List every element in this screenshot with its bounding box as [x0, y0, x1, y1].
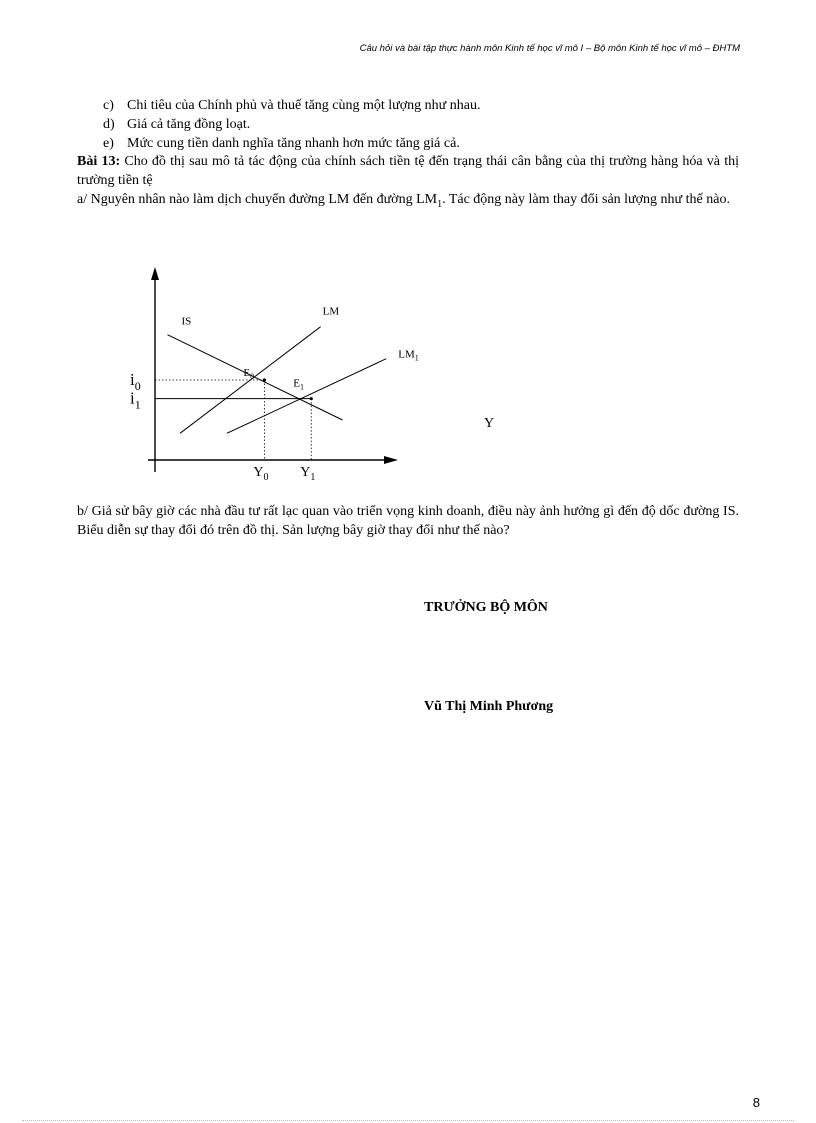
signature-role: TRƯỞNG BỘ MÔN — [424, 600, 548, 615]
question-a-sub: 1 — [437, 198, 443, 210]
list-marker: d) — [103, 117, 115, 132]
list-text: Mức cung tiền danh nghĩa tăng nhanh hơn mức tăng giá cả. — [127, 136, 460, 151]
x-tick-label-0: $Y_0$ — [253, 465, 269, 483]
x-tick-label-1: $Y_1$ — [300, 465, 316, 483]
list-text: Chi tiêu của Chính phủ và thuế tăng cùng một lượng như nhau. — [127, 98, 481, 113]
y-tick-label-1: $i_1$ — [130, 388, 141, 412]
question-a-pre: a/ Nguyên nhân nào làm dịch chuyển đường LM đến đường LM — [77, 192, 438, 207]
curve-is — [168, 335, 343, 420]
page-number: 8 — [752, 1095, 760, 1110]
equilibrium-label-1: $E_1$ — [293, 377, 304, 392]
question-b: b/ Giả sử bây giờ các nhà đầu tư rất lạc quan vào triển vọng kinh doanh, điều này ảnh hưởng gì đến độ dốc đường IS. Biểu diễn sự thay đổi đó trên đồ thị. Sản lượng bây giờ thay đổi như thế nào? — [77, 504, 739, 538]
curve-label-lm: LM — [322, 305, 340, 318]
y-axis-arrow — [151, 267, 159, 280]
curve-lm1 — [227, 359, 386, 434]
list-marker: e) — [103, 136, 114, 151]
list-text: Giá cả tăng đồng loạt. — [127, 117, 251, 132]
chart-plot-area — [130, 267, 494, 483]
running-header: Câu hỏi và bài tập thực hành môn Kinh tế học vĩ mô I – Bộ môn Kinh tế học vĩ mô – ĐHTM — [359, 43, 740, 54]
exercise-label: Bài 13: — [77, 154, 121, 169]
y-tick-label-0: $i_0$ — [130, 370, 141, 393]
signature-name: Vũ Thị Minh Phương — [424, 699, 554, 714]
footer-divider — [22, 1120, 794, 1121]
x-axis-title: Y — [484, 416, 495, 431]
list-marker: c) — [103, 98, 114, 113]
exercise-intro-text: Cho đồ thị sau mô tả tác động của chính sách tiền tệ đến trạng thái cân bằng của thị trường hàng hóa và thị trường tiền tệ — [77, 154, 740, 188]
is-lm-chart — [0, 0, 816, 500]
equilibrium-label-0: $E_0$ — [243, 367, 255, 381]
x-axis-arrow — [384, 456, 398, 464]
curve-label-lm1: $LM_1$ — [398, 348, 419, 363]
question-a-post: . Tác động này làm thay đổi sản lượng như thế nào. — [442, 192, 730, 207]
curve-label-is: IS — [181, 315, 192, 328]
